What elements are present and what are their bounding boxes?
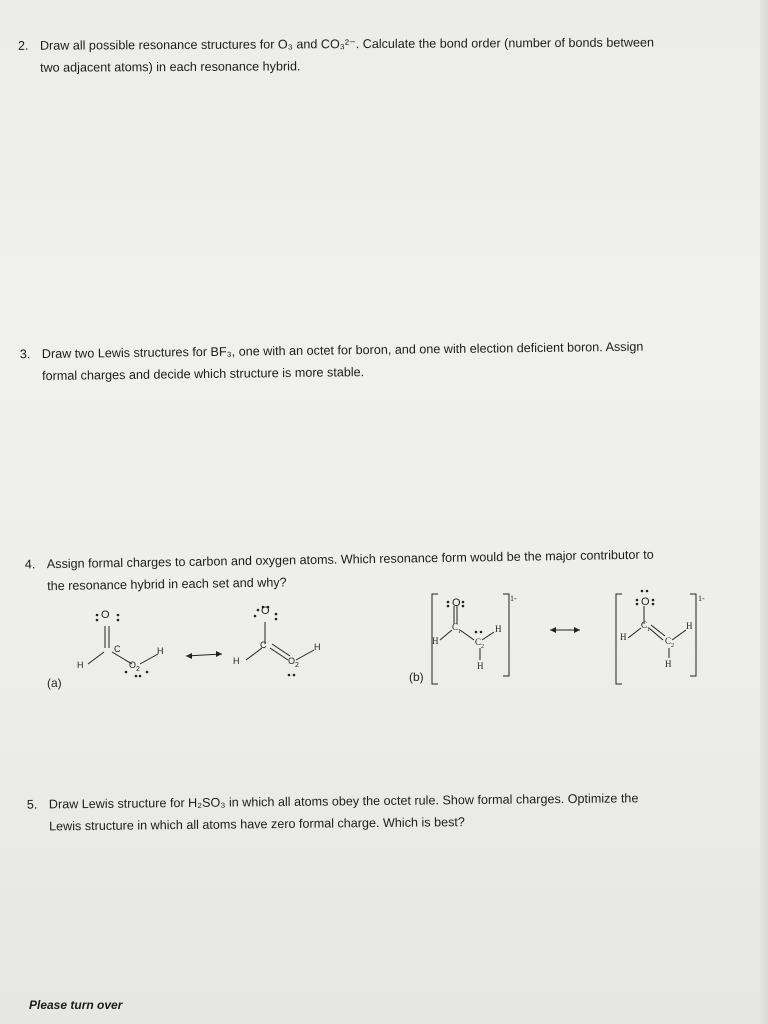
bracket	[503, 594, 509, 676]
lone-pair-dot	[257, 609, 260, 612]
atom-oxygen: O	[261, 605, 270, 617]
lone-pair-dot	[117, 619, 120, 622]
atom-carbon	[641, 620, 650, 633]
lone-pair-dot	[293, 674, 296, 677]
atom-hydrogen: H	[665, 659, 672, 669]
atom-oxygen	[288, 656, 299, 669]
atom-oxygen: O	[641, 596, 650, 608]
lone-pair-dot	[96, 619, 99, 622]
bond	[270, 648, 288, 660]
lone-pair-dot	[636, 603, 639, 606]
lone-pair-dot	[288, 674, 291, 677]
atom-symbol: C	[452, 622, 459, 632]
atom-oxygen: O	[101, 609, 110, 621]
atom-symbol: C	[665, 636, 672, 646]
atom-carbon	[665, 636, 674, 649]
lone-pair-dot	[135, 675, 138, 678]
atom-symbol: C	[641, 620, 648, 630]
question-line: Draw Lewis structure for H₂SO₃ in which all atoms obey the octet rule. Show formal charges. Optimize the	[48, 791, 639, 812]
arrow-head	[574, 627, 580, 633]
question-line: Lewis structure in which all atoms have zero formal charge. Which is best?	[49, 815, 465, 834]
bond	[140, 654, 158, 664]
bond	[651, 625, 665, 636]
atom-subscript: 1	[647, 626, 651, 633]
atom-carbon	[452, 622, 461, 635]
atom-hydrogen: H	[432, 636, 439, 646]
atom-subscript: 2	[671, 642, 675, 649]
lone-pair-dot	[447, 601, 450, 604]
lone-pair-dot	[96, 614, 99, 617]
atom-subscript: 2	[295, 661, 299, 669]
atom-subscript: 2	[481, 643, 485, 650]
bond	[628, 628, 641, 638]
label-b: (b)	[409, 670, 424, 684]
bracket	[690, 594, 696, 676]
question-line: Draw two Lewis structures for BF₃, one with an octet for boron, and one with election deficient boron. Assign	[41, 339, 644, 362]
lone-pair-dot	[139, 675, 142, 678]
atom-symbol: C	[475, 637, 482, 647]
lone-pair-dot	[254, 615, 257, 618]
atom-subscript: 2	[136, 665, 140, 673]
question-number: 3.	[19, 347, 31, 362]
question-number: 4.	[24, 557, 36, 572]
atom-carbon	[475, 637, 484, 650]
question-text	[49, 787, 639, 837]
charge-label: 1-	[698, 594, 705, 603]
lone-pair-dot	[636, 599, 639, 602]
lone-pair-dot	[652, 599, 655, 602]
atom-symbol: O	[129, 660, 137, 670]
question-line: Draw all possible resonance structures for O₃ and CO₃²⁻. Calculate the bond order (number of bonds between	[39, 35, 654, 53]
atom-subscript: 1	[458, 628, 462, 635]
bond	[88, 652, 104, 664]
atom-hydrogen: H	[477, 661, 484, 671]
arrow-head	[550, 627, 556, 633]
atom-hydrogen: H	[157, 646, 164, 656]
atom-symbol: O	[288, 656, 296, 666]
lone-pair-dot	[646, 590, 649, 593]
label-a: (a)	[47, 676, 62, 690]
arrow-head	[186, 653, 192, 659]
question-number: 2.	[17, 38, 29, 53]
question-number: 5.	[26, 797, 38, 812]
question-line: Assign formal charges to carbon and oxygen atoms. Which resonance form would be the major contributor to	[46, 547, 654, 572]
question-line: two adjacent atoms) in each resonance hybrid.	[40, 59, 301, 75]
bond	[649, 628, 663, 640]
atom-oxygen: O	[452, 597, 461, 609]
page-footer: Please turn over	[29, 998, 123, 1012]
lone-pair-dot	[275, 613, 278, 616]
atom-hydrogen: H	[686, 621, 693, 631]
question-line: formal charges and decide which structure is more stable.	[42, 365, 365, 384]
lone-pair-dot	[480, 631, 483, 634]
lone-pair-dot	[652, 603, 655, 606]
lone-pair-dot	[462, 601, 465, 604]
bond	[672, 630, 686, 640]
lone-pair-dot	[475, 631, 478, 634]
atom-oxygen	[129, 660, 140, 673]
lone-pair-dot	[641, 590, 644, 593]
atom-hydrogen: H	[233, 656, 240, 666]
arrow-head	[216, 651, 222, 657]
question-5	[27, 786, 727, 843]
lone-pair-dot	[275, 618, 278, 621]
atom-hydrogen: H	[495, 624, 502, 634]
lone-pair-dot	[125, 671, 128, 674]
atom-hydrogen: H	[77, 660, 84, 670]
atom-carbon: C	[114, 644, 121, 654]
question-line: the resonance hybrid in each set and why?	[47, 575, 287, 594]
lone-pair-dot	[146, 671, 149, 674]
bond	[272, 644, 290, 656]
lone-pair-dot	[117, 614, 120, 617]
bond	[440, 630, 452, 640]
atom-hydrogen: H	[314, 642, 321, 652]
bond	[460, 630, 474, 640]
lone-pair-dot	[462, 605, 465, 608]
lone-pair-dot	[447, 605, 450, 608]
charge-label: 1-	[510, 594, 517, 603]
atom-hydrogen: H	[620, 632, 627, 642]
atom-carbon: C	[260, 640, 267, 650]
